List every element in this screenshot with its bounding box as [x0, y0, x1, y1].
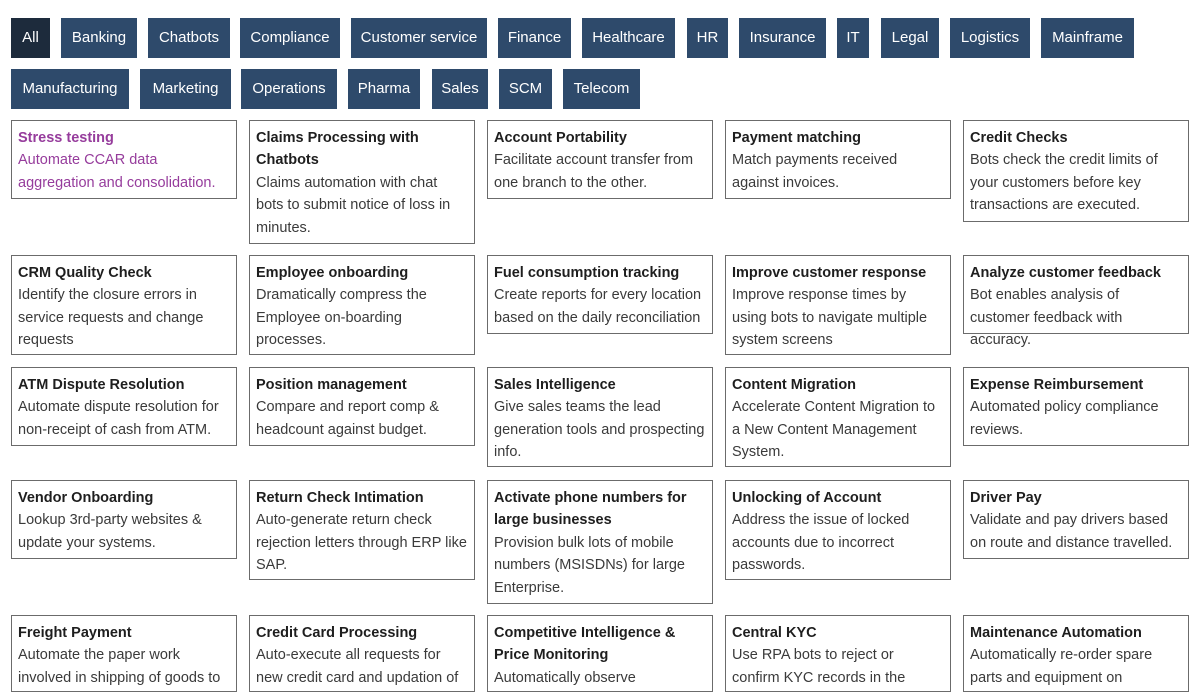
use-case-card[interactable]	[725, 367, 951, 467]
card-title: Driver Pay	[970, 490, 1042, 506]
filter-sales[interactable]: Sales	[432, 69, 488, 109]
filter-legal[interactable]: Legal	[881, 18, 939, 58]
card-title: Vendor Onboarding	[18, 490, 154, 506]
card-title: CRM Quality Check	[18, 265, 152, 281]
card-title: Expense Reimbursement	[970, 377, 1144, 393]
card-title: Activate phone numbers for large businesses	[494, 490, 687, 529]
card-title: Freight Payment	[18, 625, 132, 641]
filter-marketing[interactable]: Marketing	[140, 69, 231, 109]
card-description: Provision bulk lots of mobile numbers (MSISDNs) for large Enterprise.	[494, 534, 685, 596]
use-case-card[interactable]	[487, 615, 713, 692]
filter-chatbots[interactable]: Chatbots	[148, 18, 230, 58]
filter-healthcare[interactable]: Healthcare	[582, 18, 675, 58]
use-case-card[interactable]	[11, 255, 237, 355]
filter-telecom[interactable]: Telecom	[563, 69, 640, 109]
card-title: Content Migration	[732, 377, 857, 393]
card-title: ATM Dispute Resolution	[18, 377, 185, 393]
card-description: Auto-execute all requests for new credit card and updation of	[256, 647, 459, 686]
use-case-card[interactable]	[963, 367, 1189, 446]
filter-all[interactable]: All	[11, 18, 50, 58]
filter-customer-service[interactable]: Customer service	[351, 18, 487, 58]
use-case-card[interactable]	[725, 615, 951, 692]
card-description: Identify the closure errors in service requests and change requests	[18, 287, 204, 349]
card-title: Analyze customer feedback	[970, 265, 1161, 281]
use-case-card[interactable]	[487, 367, 713, 467]
card-description: Improve response times by using bots to navigate multiple system screens	[732, 287, 928, 349]
use-case-card[interactable]	[487, 255, 713, 334]
card-title: Maintenance Automation	[970, 625, 1142, 641]
use-case-card[interactable]	[963, 120, 1189, 222]
card-title: Claims Processing with Chatbots	[256, 130, 419, 169]
card-description: Match payments received against invoices.	[732, 152, 898, 191]
card-title: Sales Intelligence	[494, 377, 616, 393]
filter-finance[interactable]: Finance	[498, 18, 571, 58]
use-case-card[interactable]	[963, 615, 1189, 692]
card-description: Use RPA bots to reject or confirm KYC records in the	[732, 647, 906, 686]
filter-hr[interactable]: HR	[687, 18, 728, 58]
card-title: Return Check Intimation	[256, 490, 424, 506]
card-description: Facilitate account transfer from one branch to the other.	[494, 152, 694, 191]
card-title: Central KYC	[732, 625, 817, 641]
filter-banking[interactable]: Banking	[61, 18, 137, 58]
filter-manufacturing[interactable]: Manufacturing	[11, 69, 129, 109]
card-description: Automate CCAR data aggregation and consolidation.	[18, 152, 216, 191]
card-description: Accelerate Content Migration to a New Content Management System.	[732, 399, 936, 461]
use-case-card[interactable]	[963, 480, 1189, 559]
card-description: Automate the paper work involved in shipping of goods to	[18, 647, 221, 686]
use-case-card[interactable]	[487, 480, 713, 604]
use-case-card[interactable]	[249, 367, 475, 446]
filter-pharma[interactable]: Pharma	[348, 69, 420, 109]
use-case-card[interactable]	[725, 255, 951, 355]
card-title: Improve customer response	[732, 265, 927, 281]
use-case-card[interactable]	[249, 120, 475, 244]
card-title: Fuel consumption tracking	[494, 265, 680, 281]
card-title: Payment matching	[732, 130, 861, 146]
card-title: Account Portability	[494, 130, 627, 146]
use-case-card[interactable]	[249, 480, 475, 580]
card-description: Bots check the credit limits of your customers before key transactions are executed.	[970, 152, 1158, 214]
use-case-card[interactable]	[725, 120, 951, 199]
card-description: Claims automation with chat bots to submit notice of loss in minutes.	[256, 174, 451, 236]
use-case-card[interactable]	[725, 480, 951, 580]
use-case-card[interactable]	[963, 255, 1189, 349]
card-description: Validate and pay drivers based on route and distance travelled.	[970, 512, 1173, 551]
use-case-card[interactable]	[249, 615, 475, 692]
card-description: Automatically re-order spare parts and equipment on	[970, 647, 1153, 686]
filter-mainframe[interactable]: Mainframe	[1041, 18, 1134, 58]
card-description: Create reports for every location based on the daily reconciliation	[494, 287, 702, 326]
card-title: Credit Checks	[970, 130, 1068, 146]
filter-scm[interactable]: SCM	[499, 69, 552, 109]
card-title: Employee onboarding	[256, 265, 409, 281]
filter-logistics[interactable]: Logistics	[950, 18, 1030, 58]
use-case-card[interactable]	[249, 255, 475, 355]
card-description: Dramatically compress the Employee on-boarding processes.	[256, 287, 427, 349]
card-title: Position management	[256, 377, 407, 393]
card-description: Bot enables analysis of customer feedback with accuracy.	[970, 287, 1123, 349]
card-description: Give sales teams the lead generation tools and prospecting info.	[494, 399, 705, 461]
card-title: Stress testing	[18, 130, 114, 146]
filter-compliance[interactable]: Compliance	[240, 18, 340, 58]
card-description: Automated policy compliance reviews.	[970, 399, 1159, 438]
use-case-card[interactable]	[11, 367, 237, 446]
use-case-card[interactable]	[11, 615, 237, 692]
card-description: Address the issue of locked accounts due to incorrect passwords.	[732, 512, 910, 574]
filter-operations[interactable]: Operations	[241, 69, 337, 109]
card-title: Unlocking of Account	[732, 490, 882, 506]
card-title: Competitive Intelligence & Price Monitoring	[494, 625, 676, 664]
use-case-card[interactable]	[11, 480, 237, 559]
card-description: Auto-generate return check rejection letters through ERP like SAP.	[256, 512, 467, 574]
card-description: Compare and report comp & headcount against budget.	[256, 399, 439, 438]
card-description: Automate dispute resolution for non-receipt of cash from ATM.	[18, 399, 219, 438]
filter-insurance[interactable]: Insurance	[739, 18, 826, 58]
card-description: Automatically observe	[494, 669, 636, 686]
use-case-card[interactable]	[11, 120, 237, 199]
filter-it[interactable]: IT	[837, 18, 869, 58]
card-title: Credit Card Processing	[256, 625, 418, 641]
use-case-card[interactable]	[487, 120, 713, 199]
card-description: Lookup 3rd-party websites & update your systems.	[18, 512, 202, 551]
